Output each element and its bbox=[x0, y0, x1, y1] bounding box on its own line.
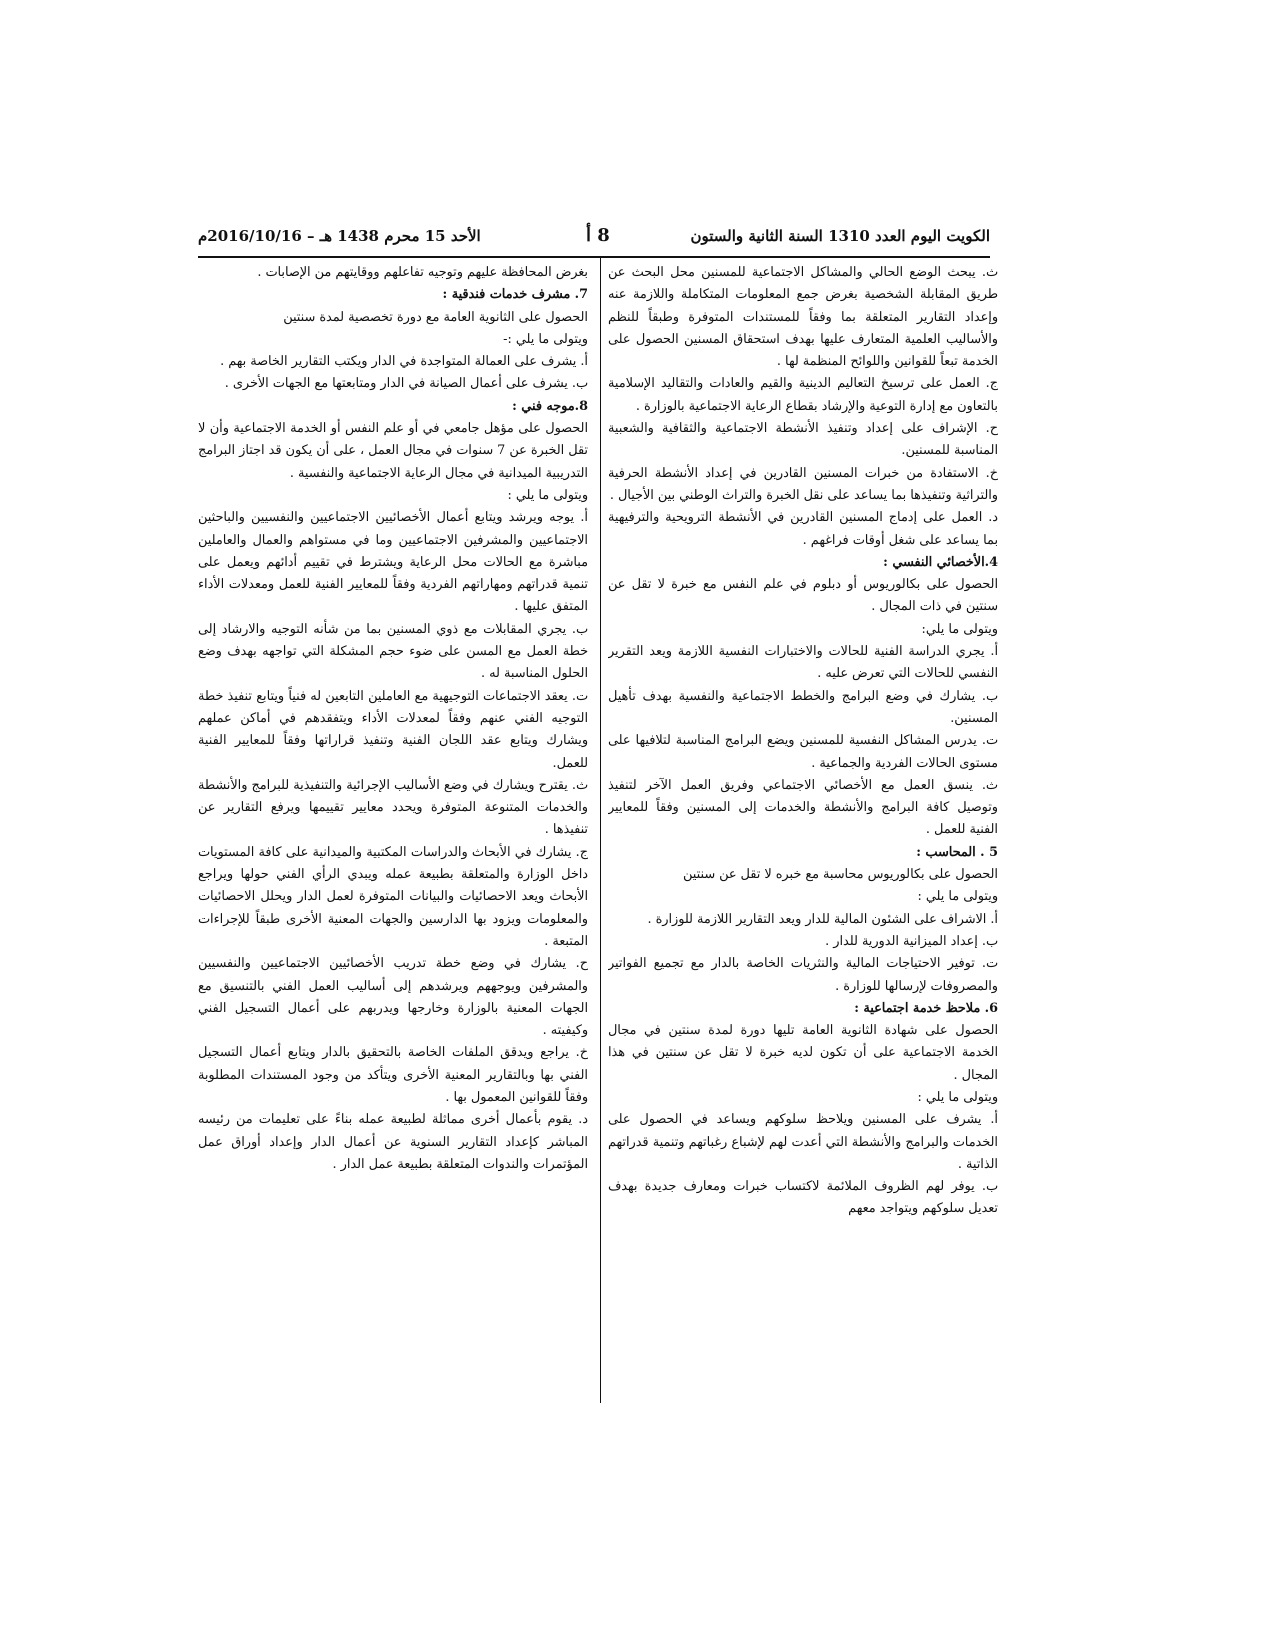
paragraph: ت. يعقد الاجتماعات التوجيهية مع العاملين التابعين له فنياً ويتابع تنفيذ خطة التوجيه الفني عنهم وفقاً لمعدلات الأداء ويتفقدهم في أماكن عملهم ويشارك ويتابع عقد اللجان الفنية وتنفيذ قراراتها وفقاً للمعايير الفنية للعمل. bbox=[198, 688, 588, 771]
paragraph: ب. إعداد الميزانية الدورية للدار . bbox=[825, 933, 998, 949]
paragraph: أ. يوجه ويرشد ويتابع أعمال الأخصائيين الاجتماعيين والنفسيين والباحثين الاجتماعيين والمشرفين الاجتماعيين وما في مستواهم والعمال والعاملين مباشرة مع الحالات محل الرعاية ويشترط في تقييم أدائهم ويعمل على تنمية قدراتهم ومهاراتهم الفردية وفقاً للمعايير الفنية للعمل ومعدلات الأداء المتفق عليها . bbox=[198, 510, 588, 615]
paragraph: ويتولى ما يلي : bbox=[917, 889, 998, 905]
paragraph: أ. الاشراف على الشئون المالية للدار ويعد التقارير اللازمة للوزارة . bbox=[647, 911, 998, 927]
section-heading: 5 . المحاسب : bbox=[916, 844, 998, 860]
paragraph: الحصول على بكالوريوس أو دبلوم في علم النفس مع خبرة لا تقل عن سنتين في ذات المجال . bbox=[608, 577, 998, 615]
paragraph: ويتولى ما يلي: bbox=[921, 621, 998, 637]
header-date: الأحد 15 محرم 1438 هـ – 2016/10/16م bbox=[198, 227, 481, 245]
right-column bbox=[608, 262, 998, 1402]
paragraph: خ. يراجع ويدقق الملفات الخاصة بالتحقيق بالدار ويتابع أعمال التسجيل الفني بها وبالتقارير المعنية الأخرى ويتأكد من وجود المستندات المطلوبة وفقاً للقوانين المعمول بها . bbox=[198, 1045, 588, 1105]
paragraph: د. العمل على إدماج المسنين القادرين في الأنشطة الترويحية والترفيهية بما يساعد على شغل أوقات فراغهم . bbox=[608, 510, 998, 548]
section-heading: 4.الأخصائي النفسي : bbox=[883, 554, 998, 570]
paragraph: ويتولى ما يلي : bbox=[917, 1089, 998, 1105]
paragraph: ث. يبحث الوضع الحالي والمشاكل الاجتماعية للمسنين محل البحث عن طريق المقابلة الشخصية بغرض جمع المعلومات المتكاملة واللازمة عنه وإعداد التقارير المتعلقة بما وفقاً للمستندات المتوفرة وطبقاً للنظم والأساليب العلمية المتعارف عليها بهدف استحقاق المسنين الحصول على الخدمة تبعاً للقوانين واللوائح المنظمة لها . bbox=[608, 265, 998, 370]
paragraph: ج. العمل على ترسيخ التعاليم الدينية والقيم والعادات والتقاليد الإسلامية بالتعاون مع إدارة التوعية والإرشاد بقطاع الرعاية الاجتماعية بالوزارة . bbox=[608, 376, 998, 414]
section-heading: 8.موجه فني : bbox=[512, 398, 588, 414]
paragraph: ب. يجري المقابلات مع ذوي المسنين بما من شأنه التوجيه والارشاد إلى خطة العمل مع المسن على ضوء حجم المشكلة التي تواجهه بهدف وضع الحلول المناسبة له . bbox=[198, 621, 588, 682]
header-newspaper-issue: الكويت اليوم العدد 1310 السنة الثانية والستون bbox=[690, 227, 990, 245]
paragraph: ح. الإشراف على إعداد وتنفيذ الأنشطة الاجتماعية والثقافية والشعبية المناسبة للمسنين. bbox=[608, 421, 998, 459]
paragraph: ب. يشارك في وضع البرامج والخطط الاجتماعية والنفسية بهدف تأهيل المسنين. bbox=[608, 688, 998, 726]
paragraph: ث. يقترح ويشارك في وضع الأساليب الإجرائية والتنفيذية للبرامج والأنشطة والخدمات المتنوعة المتوفرة ويحدد معايير تقييمها ويرفع التقارير عن تنفيذها . bbox=[198, 777, 588, 838]
paragraph: أ. يشرف على العمالة المتواجدة في الدار ويكتب التقارير الخاصة بهم . bbox=[220, 354, 588, 370]
paragraph: الحصول على الثانوية العامة مع دورة تخصصية لمدة سنتين bbox=[283, 309, 588, 325]
paragraph: ح. يشارك في وضع خطة تدريب الأخصائيين الاجتماعيين والنفسيين والمشرفين ويوجههم ويرشدهم إلى أساليب العمل الفني بالتنسيق مع الجهات المعنية بالوزارة وخارجها ويدربهم على أعمال التسجيل الفني وكيفيته . bbox=[198, 956, 588, 1039]
paragraph: ج. يشارك في الأبحاث والدراسات المكتبية والميدانية على كافة المستويات داخل الوزارة والمتعلقة بطبيعة عمله ويبدي الرأي الفني حولها ويراجع الأبحاث ويعد الاحصائيات والبيانات المتوفرة لعمل الدار ويحلل الاحصائيات والمعلومات ويزود بها الدارسين والجهات المعنية الأخرى طبقاً للإجراءات المتبعة . bbox=[198, 844, 588, 949]
paragraph: أ. يجري الدراسة الفنية للحالات والاختبارات النفسية اللازمة ويعد التقرير النفسي للحالات التي تعرض عليه . bbox=[608, 644, 998, 682]
section-heading: 6. ملاحظ خدمة اجتماعية : bbox=[854, 1000, 998, 1016]
paragraph: ب. يشرف على أعمال الصيانة في الدار ومتابعتها مع الجهات الأخرى . bbox=[224, 376, 588, 392]
paragraph: أ. يشرف على المسنين ويلاحظ سلوكهم ويساعد في الحصول على الخدمات والبرامج والأنشطة التي أعدت لهم لإشباع رغباتهم وتنمية قدراتهم الذاتية . bbox=[608, 1112, 998, 1172]
paragraph: ويتولى ما يلي : bbox=[507, 487, 588, 503]
paragraph: ث. ينسق العمل مع الأخصائي الاجتماعي وفريق العمل الآخر لتنفيذ وتوصيل كافة البرامج والأنشطة والخدمات إلى المسنين وفقاً للمعايير الفنية للعمل . bbox=[608, 777, 998, 838]
paragraph: ب. يوفر لهم الظروف الملائمة لاكتساب خبرات ومعارف جديدة بهدف تعديل سلوكهم ويتواجد معهم bbox=[608, 1179, 998, 1217]
header-page-number: 8 أ bbox=[586, 225, 610, 246]
paragraph: ت. توفير الاحتياجات المالية والنثريات الخاصة بالدار مع تجميع الفواتير والمصروفات لإرسالها للوزارة . bbox=[608, 956, 998, 994]
column-divider bbox=[600, 258, 601, 1403]
paragraph: بغرض المحافظة عليهم وتوجيه تفاعلهم ووقايتهم من الإصابات . bbox=[257, 265, 588, 280]
paragraph: ت. يدرس المشاكل النفسية للمسنين ويضع البرامج المناسبة لتلافيها على مستوى الحالات الفردية والجماعية . bbox=[608, 733, 998, 771]
paragraph: الحصول على مؤهل جامعي في أو علم النفس أو الخدمة الاجتماعية وأن لا تقل الخبرة عن 7 سنوات في مجال العمل ، على أن يكون قد اجتاز البرامج التدريبية الميدانية في مجال الرعاية الاجتماعية والنفسية . bbox=[198, 421, 588, 481]
paragraph: د. يقوم بأعمال أخرى مماثلة لطبيعة عمله بناءً على تعليمات من رئيسه المباشر كإعداد التقارير السنوية عن أعمال الدار وإعداد أوراق عمل المؤتمرات والندوات المتعلقة بطبيعة عمل الدار . bbox=[198, 1112, 588, 1172]
paragraph: الحصول على بكالوريوس محاسبة مع خبره لا تقل عن سنتين bbox=[683, 867, 998, 883]
paragraph: الحصول على شهادة الثانوية العامة تليها دورة لمدة سنتين في مجال الخدمة الاجتماعية على أن تكون لديه خبرة لا تقل عن سنتين في هذا المجال . bbox=[608, 1023, 998, 1083]
paragraph: خ. الاستفادة من خبرات المسنين القادرين في إعداد الأنشطة الحرفية والتراثية وتنفيذها بما يساعد على نقل الخبرة والتراث الوطني بين الأجيال . bbox=[608, 465, 998, 503]
left-column bbox=[198, 262, 588, 1402]
section-heading: 7. مشرف خدمات فندقية : bbox=[442, 287, 588, 303]
header-rule bbox=[198, 256, 990, 258]
paragraph: ويتولى ما يلي :- bbox=[503, 331, 588, 347]
page-header bbox=[198, 223, 990, 253]
